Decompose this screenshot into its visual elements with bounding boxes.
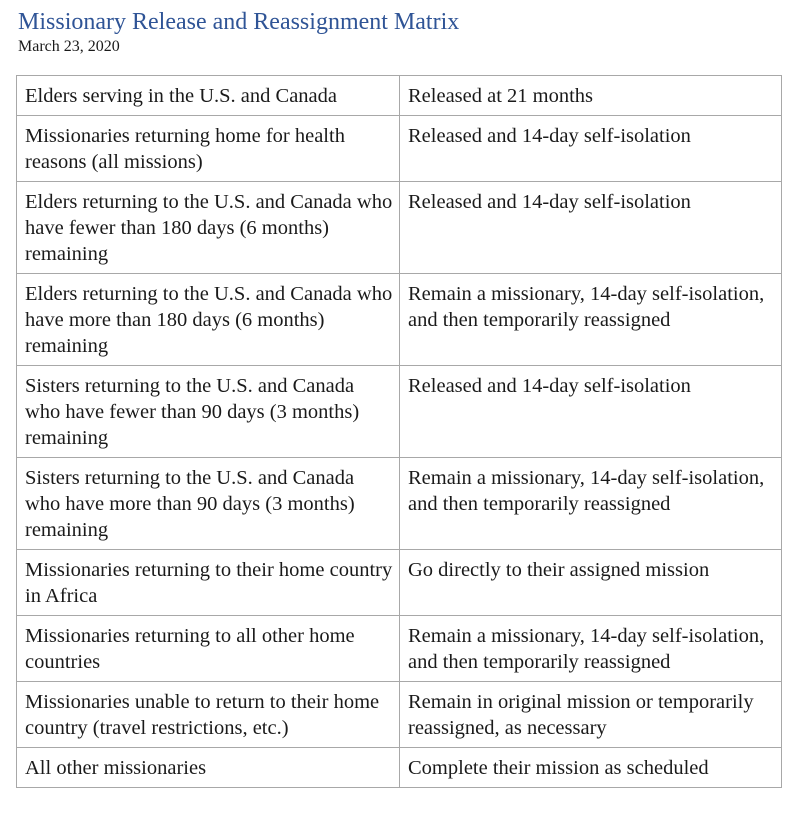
release-action-cell: Released and 14-day self-isolation: [400, 366, 782, 458]
document-title: Missionary Release and Reassignment Matrix: [18, 9, 460, 35]
table-row: [17, 182, 782, 274]
missionary-group-cell: Missionaries returning home for health reasons (all missions): [17, 116, 400, 182]
missionary-group-cell: Elders serving in the U.S. and Canada: [17, 76, 400, 116]
table-row: [17, 616, 782, 682]
document-date: March 23, 2020: [18, 38, 120, 55]
release-action-cell: Remain in original mission or temporarily reassigned, as necessary: [400, 682, 782, 748]
table-row: [17, 748, 782, 788]
table-row: [17, 366, 782, 458]
release-action-cell: Complete their mission as scheduled: [400, 748, 782, 788]
missionary-group-cell: Elders returning to the U.S. and Canada who have more than 180 days (6 months) remaining: [17, 274, 400, 366]
release-action-cell: Released and 14-day self-isolation: [400, 182, 782, 274]
release-action-cell: Released at 21 months: [400, 76, 782, 116]
table-row: [17, 116, 782, 182]
missionary-group-cell: Missionaries returning to their home country in Africa: [17, 550, 400, 616]
release-action-cell: Released and 14-day self-isolation: [400, 116, 782, 182]
missionary-group-cell: Missionaries returning to all other home countries: [17, 616, 400, 682]
missionary-group-cell: Sisters returning to the U.S. and Canada who have more than 90 days (3 months) remaining: [17, 458, 400, 550]
table-row: [17, 274, 782, 366]
missionary-group-cell: Sisters returning to the U.S. and Canada who have fewer than 90 days (3 months) remaining: [17, 366, 400, 458]
table-row: [17, 550, 782, 616]
missionary-group-cell: Missionaries unable to return to their home country (travel restrictions, etc.): [17, 682, 400, 748]
release-action-cell: Remain a missionary, 14-day self-isolation, and then temporarily reassigned: [400, 458, 782, 550]
release-action-cell: Remain a missionary, 14-day self-isolation, and then temporarily reassigned: [400, 616, 782, 682]
table-row: [17, 682, 782, 748]
release-matrix-table: [16, 75, 782, 788]
missionary-group-cell: Elders returning to the U.S. and Canada who have fewer than 180 days (6 months) remaining: [17, 182, 400, 274]
table-row: [17, 76, 782, 116]
missionary-group-cell: All other missionaries: [17, 748, 400, 788]
release-action-cell: Go directly to their assigned mission: [400, 550, 782, 616]
release-action-cell: Remain a missionary, 14-day self-isolation, and then temporarily reassigned: [400, 274, 782, 366]
table-row: [17, 458, 782, 550]
